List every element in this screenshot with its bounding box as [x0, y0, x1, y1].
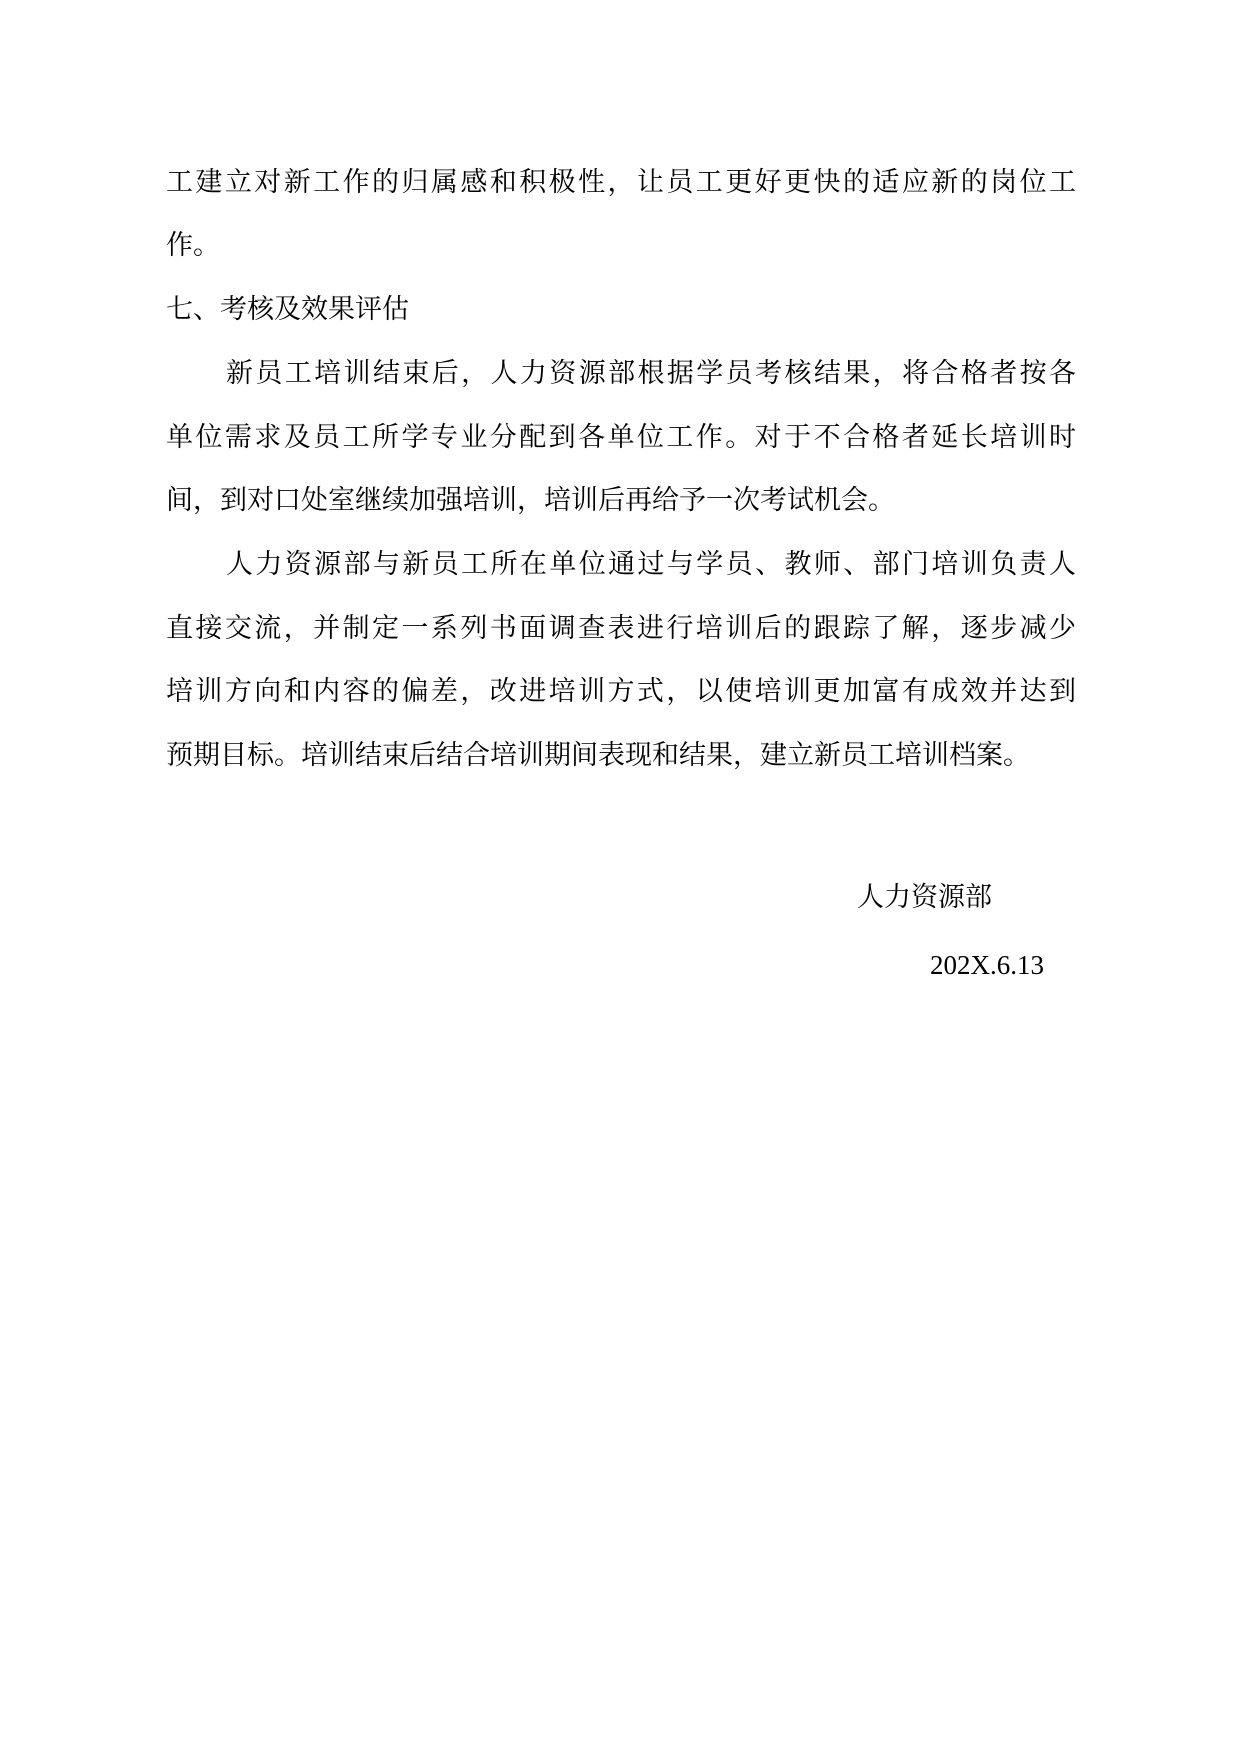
- paragraph-line: 新员工培训结束后，人力资源部根据学员考核结果，将合格者按各: [226, 358, 1076, 389]
- paragraph-line: 工建立对新工作的归属感和积极性，让员工更好更快的适应新的岗位工: [166, 167, 1076, 198]
- paragraph-line: 预期目标。培训结束后结合培训期间表现和结果，建立新员工培训档案。: [166, 740, 1030, 771]
- signature-department: 人力资源部: [857, 882, 992, 913]
- signature-date: 202X.6.13: [930, 950, 1044, 980]
- paragraph-line: 培训方向和内容的偏差，改进培训方式，以使培训更加富有成效并达到: [166, 676, 1076, 707]
- paragraph-line: 直接交流，并制定一系列书面调查表进行培训后的跟踪了解，逐步减少: [166, 613, 1076, 644]
- paragraph-line: 单位需求及员工所学专业分配到各单位工作。对于不合格者延长培训时: [166, 422, 1076, 453]
- paragraph-line: 间，到对口处室继续加强培训，培训后再给予一次考试机会。: [166, 485, 895, 516]
- paragraph-line: 作。: [166, 230, 220, 261]
- section-heading: 七、考核及效果评估: [166, 294, 409, 325]
- paragraph-line: 人力资源部与新员工所在单位通过与学员、教师、部门培训负责人: [226, 549, 1076, 580]
